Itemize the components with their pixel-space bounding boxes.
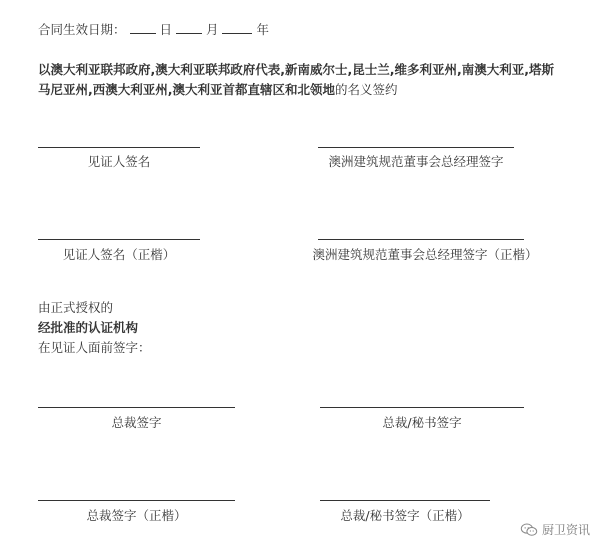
year-blank [222,20,252,34]
day-label: 日 [159,22,172,37]
day-blank [130,20,156,34]
president-secretary-signature-line [320,407,524,408]
board-gm-print-signature-line [318,239,524,240]
watermark [520,521,590,538]
president-secretary-sign-caption: 总裁/秘书签字 [382,415,462,430]
president-signature-line [38,407,235,408]
month-label: 月 [205,22,219,37]
parties-bold-text: 以澳大利亚联邦政府,澳大利亚联邦政府代表,新南威尔士,昆士兰,维多利亚州,南澳大利亚,塔斯马尼亚州,西澳大利亚州,澳大利亚首都直辖区和北领地 [38,62,554,97]
witness-print-signature-line [38,239,200,240]
month-blank [176,20,202,34]
authority-line-1: 由正式授权的 [38,300,114,315]
watermark-text: 厨卫资讯 [541,523,590,537]
witness-signature-line [38,147,200,148]
parties-normal-text: 的名义签约 [335,82,398,97]
board-gm-sign-caption: 澳洲建筑规范董事会总经理签字 [328,154,504,169]
president-sign-caption: 总裁签字 [111,415,162,430]
president-secretary-print-signature-line [320,500,490,501]
president-secretary-print-caption: 总裁/秘书签字（正楷） [340,508,470,523]
authority-line-3: 在见证人面前签字： [38,340,151,355]
board-gm-signature-line [318,147,514,148]
signing-parties-paragraph [38,60,558,100]
wechat-icon [520,523,538,537]
witness-sign-caption: 见证人签名 [87,154,151,169]
president-print-caption: 总裁签字（正楷） [86,508,187,523]
president-print-signature-line [38,500,235,501]
contract-effective-date-line [38,20,269,38]
year-label: 年 [256,22,269,37]
witness-print-caption: 见证人签名（正楷） [62,247,176,262]
date-label: 合同生效日期： [38,22,126,37]
board-gm-print-caption: 澳洲建筑规范董事会总经理签字（正楷） [312,247,538,262]
authority-line-2: 经批准的认证机构 [38,320,139,335]
